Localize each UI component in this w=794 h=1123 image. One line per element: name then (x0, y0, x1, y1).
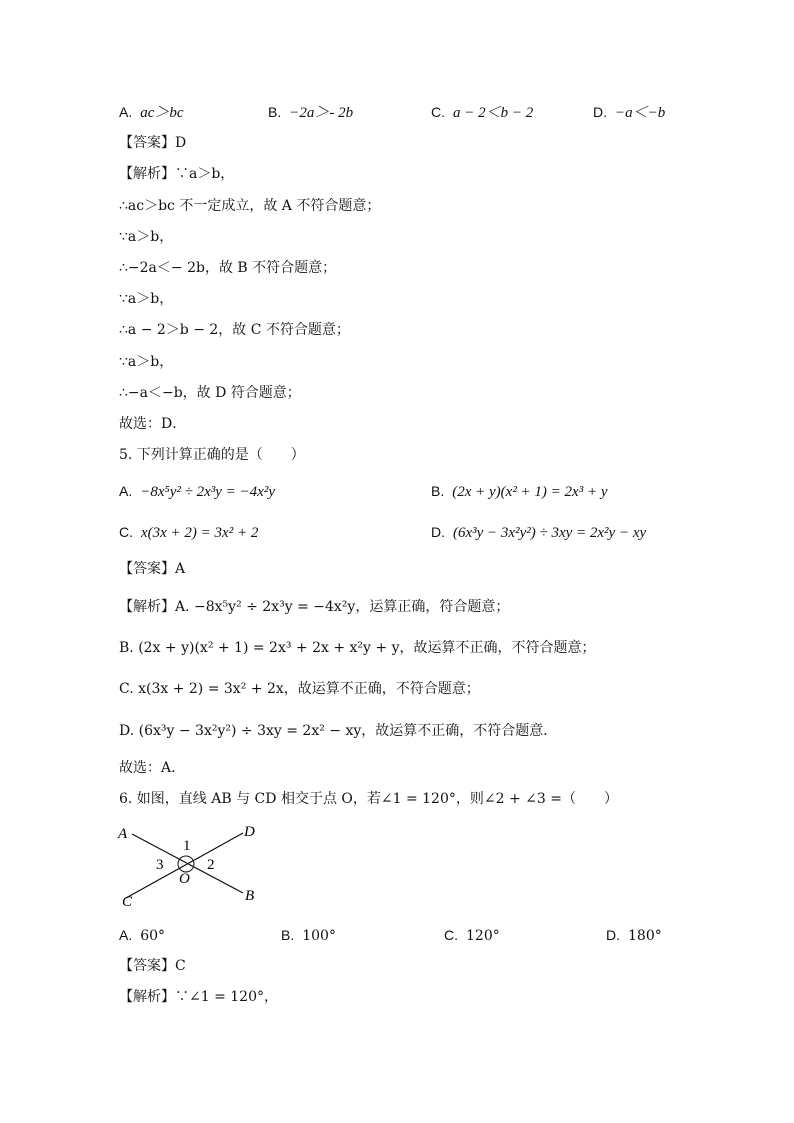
option-expr: x(3x + 2) = 3x² + 2 (141, 525, 259, 541)
q6-option-b (281, 925, 336, 946)
q6-option-c (444, 925, 500, 946)
option-expr: −2a＞- 2b (289, 105, 354, 121)
q4-analysis-line: 故选：D． (119, 416, 187, 432)
option-expr: 60° (140, 928, 166, 944)
option-label: C. (431, 104, 445, 120)
q4-analysis-line: ∴ac＞bc 不一定成立，故 A 不符合题意； (119, 198, 381, 214)
option-expr: 180° (628, 928, 662, 944)
q5-question: 5. 下列计算正确的是（ ） (119, 447, 305, 463)
q4-analysis-line: ∴a − 2＞b − 2，故 C 不符合题意； (119, 322, 350, 338)
q4-option-a (119, 102, 184, 123)
option-label: A. (119, 483, 133, 499)
q5-answer: 【答案】A (119, 561, 186, 577)
q4-option-b (268, 102, 353, 123)
q6-option-a (119, 925, 165, 946)
q5-analysis-line: C. x(3x + 2) = 3x² + 2x，故运算不正确，不符合题意； (119, 681, 480, 697)
option-label: B. (281, 927, 295, 943)
q4-analysis-line: ∵a＞b， (119, 354, 174, 370)
option-label: D. (593, 104, 607, 120)
option-expr: ac＞bc (140, 105, 184, 121)
q4-analysis-line: ∵a＞b， (119, 229, 174, 245)
q5-option-d (431, 522, 646, 543)
q5-option-a (119, 481, 275, 502)
label-d: D (244, 824, 255, 840)
label-b: B (245, 888, 255, 904)
option-label: C. (444, 927, 458, 943)
q6-answer: 【答案】C (119, 958, 186, 974)
option-expr: 100° (302, 928, 336, 944)
option-label: D. (606, 927, 620, 943)
q5-analysis-line: B. (2x + y)(x² + 1) = 2x³ + 2x + x²y + y，故运算不正确，不符合题意； (119, 640, 596, 656)
q5-analysis-line: D. (6x³y − 3x²y²) ÷ 3xy = 2x² − xy，故运算不正确，不符合题意． (119, 723, 558, 739)
option-label: D. (431, 524, 445, 540)
option-label: C. (119, 524, 133, 540)
option-expr: −8x⁵y² ÷ 2x³y = −4x²y (140, 484, 275, 500)
option-expr: (2x + y)(x² + 1) = 2x³ + y (452, 484, 608, 500)
label-o: O (179, 871, 190, 887)
angle-label-1: 1 (183, 838, 191, 854)
q4-answer: 【答案】D (119, 135, 187, 151)
label-a: A (118, 826, 128, 842)
q4-analysis-line: ∴−a＜−b，故 D 符合题意； (119, 385, 301, 401)
q5-option-c (119, 522, 258, 543)
angle-label-2: 2 (207, 857, 215, 873)
q5-option-b (431, 481, 608, 502)
label-c: C (122, 894, 133, 910)
angle-label-3: 3 (156, 857, 164, 873)
option-label: B. (431, 483, 445, 499)
q4-analysis-line: ∴−2a＜− 2b，故 B 不符合题意； (119, 260, 337, 276)
option-label: B. (268, 104, 282, 120)
intersecting-lines-diagram (115, 820, 275, 912)
q5-analysis-line: 【解析】A. −8x⁵y² ÷ 2x³y = −4x²y，运算正确，符合题意； (119, 599, 510, 615)
option-label: A. (119, 104, 133, 120)
q4-option-c (431, 102, 533, 123)
q4-analysis-line: ∵a＞b， (119, 291, 174, 307)
option-expr: (6x³y − 3x²y²) ÷ 3xy = 2x²y − xy (453, 525, 647, 541)
option-expr: −a＜−b (615, 105, 666, 121)
q4-analysis-line: 【解析】∵a＞b， (119, 166, 235, 182)
option-expr: a − 2＜b − 2 (453, 105, 534, 121)
option-expr: 120° (466, 928, 500, 944)
q6-question: 6. 如图，直线 AB 与 CD 相交于点 O，若∠1 = 120°，则∠2 + ∠3 =（ ） (119, 791, 618, 807)
q5-analysis-line: 故选：A． (119, 760, 186, 776)
q6-analysis-line: 【解析】∵∠1 = 120°， (119, 989, 278, 1005)
q6-option-d (606, 925, 662, 946)
q4-option-d (593, 102, 665, 123)
option-label: A. (119, 927, 133, 943)
